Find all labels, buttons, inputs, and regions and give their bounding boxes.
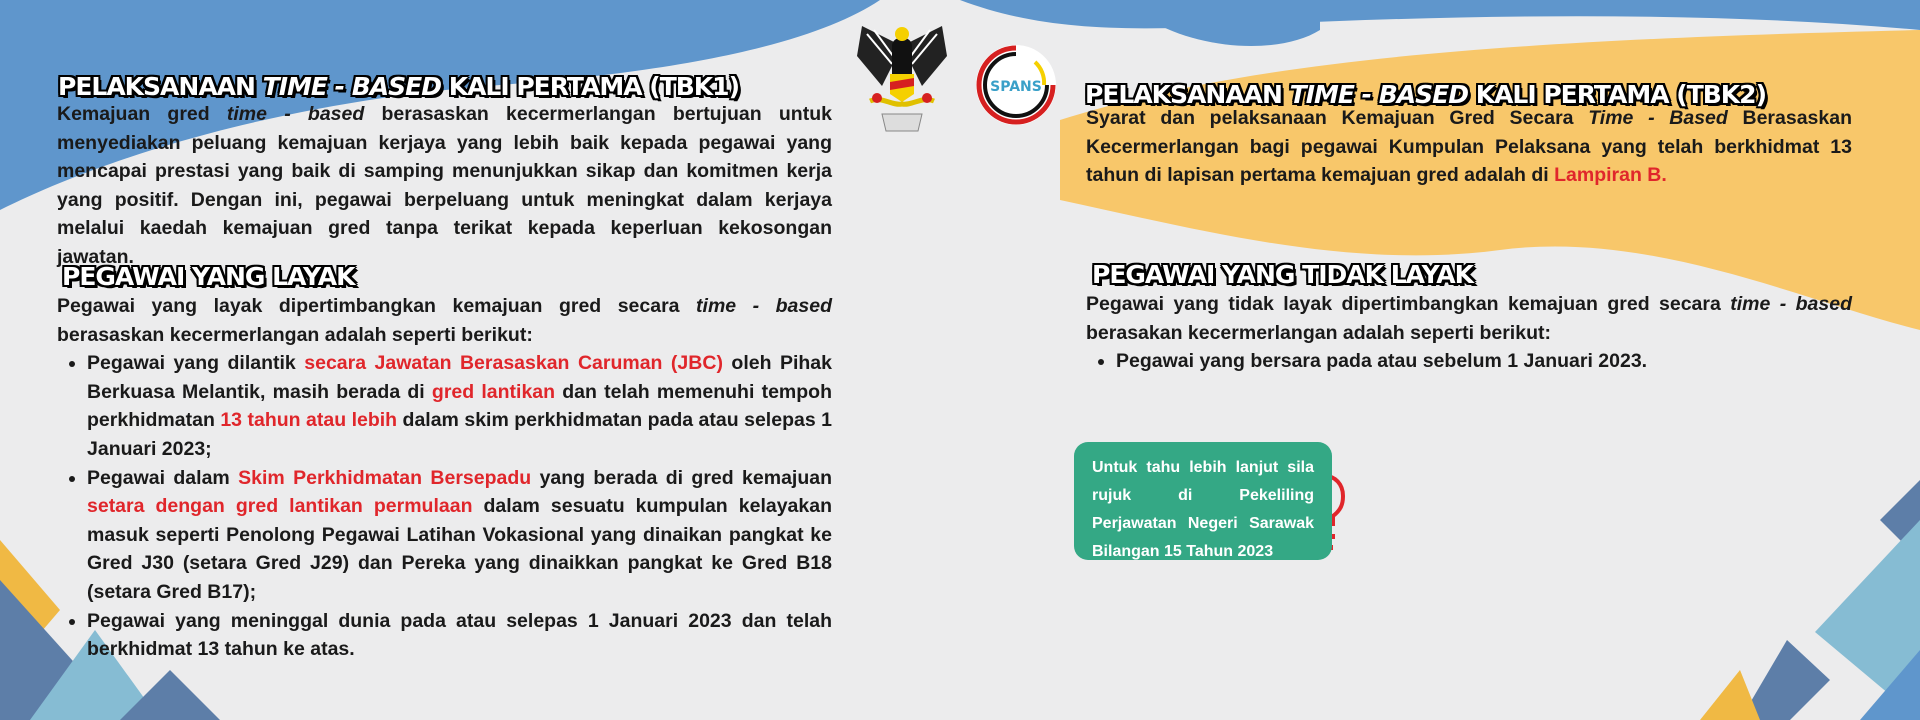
text-segment: oleh Pihak Berkuasa Melantik, masih berada di: [87, 352, 832, 403]
text-segment: Pegawai yang tidak layak dipertimbangkan kemajuan gred secara: [1086, 293, 1731, 315]
sarawak-coat-of-arms-logo: [852, 16, 952, 134]
text-segment: TIME - BASED: [1289, 80, 1468, 109]
text-segment: Pegawai dalam: [87, 466, 239, 489]
text-segment: PEGAWAI YANG LAYAK: [62, 262, 355, 291]
text-segment: yang berada di gred kemajuan: [531, 466, 833, 489]
eligible-section: [57, 292, 832, 664]
text-segment: KALI PERTAMA (TBK1): [441, 72, 740, 101]
text-segment: Pegawai yang layak dipertimbangkan kemajuan gred secara: [57, 295, 697, 317]
text-segment: Berasaskan Kecermerlangan bagi pegawai Kumpulan Pelaksana yang telah berkhidmat 13 tahun di lapisan pertama kemajuan gred adalah di: [1086, 107, 1852, 187]
eligible-heading: [62, 262, 354, 291]
text-segment: dan telah memenuhi tempoh perkhidmatan: [87, 380, 832, 432]
highlighted-text: Skim Perkhidmatan Bersepadu: [238, 466, 532, 489]
tbk2-intro: [1086, 104, 1852, 190]
text-segment: PEGAWAI YANG TIDAK LAYAK: [1092, 260, 1474, 289]
ineligible-intro: [1086, 290, 1852, 347]
text-segment: Pegawai yang bersara pada atau sebelum 1 Januari 2023.: [1116, 350, 1648, 373]
text-segment: dalam skim perkhidmatan pada atau selepas 1 Januari 2023;: [87, 409, 832, 460]
text-segment: time - based: [1730, 293, 1852, 315]
tbk1-heading: [58, 72, 739, 101]
ineligible-heading: [1092, 260, 1473, 289]
text-segment: KALI PERTAMA (TBK2): [1468, 80, 1767, 109]
text-segment: Time - Based: [1588, 107, 1728, 129]
eligible-list: [57, 349, 832, 664]
highlighted-text: 13 tahun atau lebih: [220, 409, 398, 432]
text-segment: Pegawai yang dilantik: [87, 352, 305, 375]
eligible-intro: [57, 292, 832, 349]
highlighted-text: secara Jawatan Berasaskan Caruman (JBC): [304, 352, 723, 375]
list-item: [87, 464, 832, 607]
spans-logo-text: SPANS: [990, 79, 1042, 95]
text-segment: Syarat dan pelaksanaan Kemajuan Gred Secara: [1086, 107, 1589, 129]
highlighted-text: Lampiran B.: [1554, 164, 1667, 187]
ineligible-list: [1086, 347, 1852, 376]
list-item: [87, 607, 832, 664]
text-segment: berasakan kecermerlangan adalah seperti berikut:: [1086, 321, 1551, 344]
info-note: Untuk tahu lebih lanjut sila rujuk di Pekeliling Perjawatan Negeri Sarawak Bilangan 15 Tahun 2023: [1074, 442, 1332, 560]
text-segment: PELAKSANAAN: [1085, 80, 1290, 109]
text-segment: berasaskan kecermerlangan adalah seperti berikut:: [57, 323, 533, 346]
spans-logo: [975, 42, 1057, 128]
text-segment: PELAKSANAAN: [58, 72, 263, 101]
highlighted-text: gred lantikan: [431, 380, 556, 403]
text-segment: time - based: [696, 295, 832, 317]
ineligible-section: [1086, 290, 1852, 376]
list-item: [1116, 347, 1852, 376]
text-segment: berasaskan kecermerlangan bertujuan untuk menyediakan peluang kemajuan kerjaya yang lebih baik kepada pegawai yang mencapai prestasi yang baik di samping menunjukkan sikap dan komitmen kerja yang positif. Dengan ini, pegawai berpeluang untuk meningkat dalam kerjaya melalui kaedah kemajuan gred tanpa terikat kepada keperluan kekosongan jawatan.: [57, 103, 832, 268]
text-segment: Pegawai yang meninggal dunia pada atau selepas 1 Januari 2023 dan telah berkhidmat 13 tahun ke atas.: [87, 609, 832, 661]
list-item: [87, 349, 832, 463]
tbk1-intro: [57, 100, 832, 272]
text-segment: Kemajuan gred: [57, 103, 227, 125]
highlighted-text: setara dengan gred lantikan permulaan: [87, 495, 473, 518]
text-segment: dalam sesuatu kumpulan kelayakan masuk seperti Penolong Pegawai Latihan Vokasional yang dinaikan pangkat ke Gred J30 (setara Gred J29) dan Pereka yang dinaikkan pangkat ke Gred B18 (setara Gred B17);: [87, 495, 832, 603]
text-segment: time - based: [226, 103, 365, 125]
text-segment: TIME - BASED: [262, 72, 441, 101]
